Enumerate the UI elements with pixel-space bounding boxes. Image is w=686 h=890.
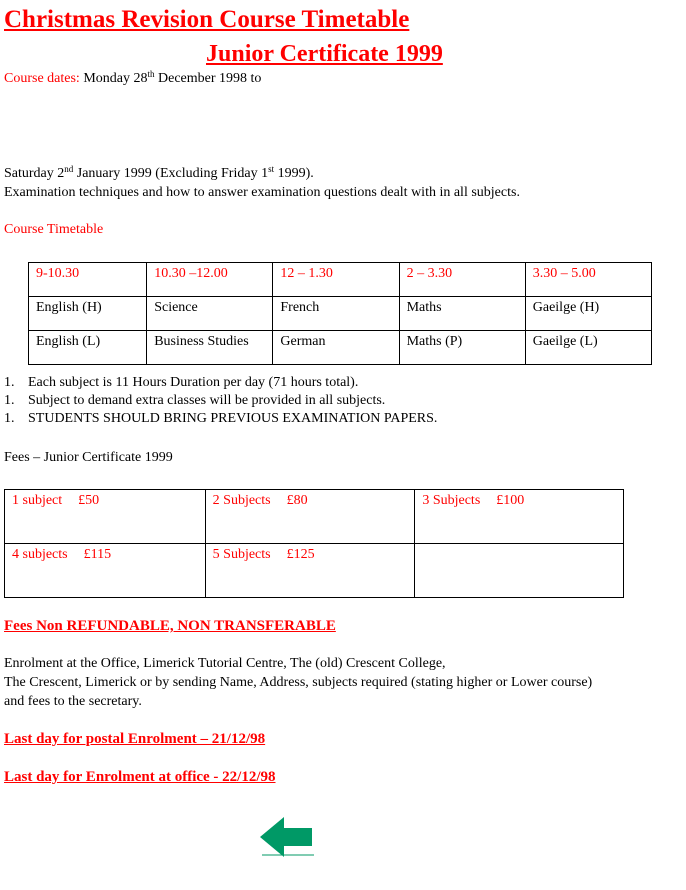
timetable-cell: Business Studies: [147, 331, 273, 365]
back-link[interactable]: [258, 817, 314, 857]
left-arrow-icon: [258, 817, 314, 857]
timetable-cell: Maths: [399, 297, 525, 331]
timetable-header-cell: 3.30 – 5.00: [525, 263, 651, 297]
timetable-header-cell: 10.30 –12.00: [147, 263, 273, 297]
fees-price: £80: [286, 493, 308, 508]
fees-price: £50: [78, 493, 100, 508]
course-dates-end-mid: January 1999 (Excluding Friday 1: [73, 166, 269, 181]
timetable-header-cell: 2 – 3.30: [399, 263, 525, 297]
course-dates-start-suffix: December 1998 to: [154, 71, 262, 86]
note-number: 1.: [4, 375, 15, 390]
enrolment-line: Enrolment at the Office, Limerick Tutorial Centre, The (old) Crescent College,: [4, 656, 446, 671]
table-row: [5, 544, 624, 598]
fees-label: 3 Subjects: [422, 493, 481, 508]
timetable-cell: Gaeilge (H): [525, 297, 651, 331]
note-number: 1.: [4, 393, 15, 408]
table-row: [29, 331, 652, 365]
timetable-cell: English (H): [29, 297, 147, 331]
enrolment-line: The Crescent, Limerick or by sending Name, Address, subjects required (stating higher or Lower course): [4, 675, 593, 690]
course-dates-label: Course dates:: [4, 71, 80, 86]
fees-table: [4, 489, 624, 598]
timetable-cell: French: [273, 297, 399, 331]
note-number: 1.: [4, 411, 15, 426]
course-dates-start-sup: th: [147, 69, 155, 79]
fees-label: 2 Subjects: [212, 493, 271, 508]
timetable-header-cell: 12 – 1.30: [273, 263, 399, 297]
note-text: Subject to demand extra classes will be provided in all subjects.: [28, 393, 386, 408]
fees-price: £115: [83, 547, 112, 562]
fees-cell: [415, 490, 624, 544]
list-item: [4, 374, 437, 392]
course-dates-end-suffix: 1999).: [274, 166, 314, 181]
fees-cell: [5, 544, 206, 598]
list-item: [4, 392, 437, 410]
fees-label: 4 subjects: [12, 547, 68, 562]
course-dates-end-sup: nd: [64, 164, 74, 174]
fees-label: 5 Subjects: [212, 547, 271, 562]
fees-heading: Fees – Junior Certificate 1999: [4, 450, 173, 465]
timetable-header-row: [29, 263, 652, 297]
course-dates-start-prefix: Monday 28: [79, 71, 148, 86]
course-dates-start: [4, 70, 261, 88]
exam-techniques-text: Examination techniques and how to answer examination questions dealt with in all subjects.: [4, 185, 520, 200]
fees-cell: [5, 490, 206, 544]
fees-cell: [205, 490, 415, 544]
fees-price: £100: [496, 493, 525, 508]
table-row: [29, 297, 652, 331]
timetable-table: [28, 262, 652, 365]
office-deadline: Last day for Enrolment at office - 22/12/98: [4, 769, 276, 785]
timetable-cell: Maths (P): [399, 331, 525, 365]
page-subtitle: Junior Certificate 1999: [206, 41, 443, 67]
fees-label: 1 subject: [12, 493, 63, 508]
page-title: Christmas Revision Course Timetable: [4, 6, 410, 33]
postal-deadline: Last day for postal Enrolment – 21/12/98: [4, 731, 266, 747]
timetable-cell: German: [273, 331, 399, 365]
table-row: [5, 490, 624, 544]
notes-list: [4, 374, 437, 428]
course-dates-end: [4, 165, 314, 183]
non-refundable-notice: Fees Non REFUNDABLE, NON TRANSFERABLE: [4, 618, 336, 634]
note-text: STUDENTS SHOULD BRING PREVIOUS EXAMINATION PAPERS.: [28, 411, 438, 426]
note-text: Each subject is 11 Hours Duration per day (71 hours total).: [28, 375, 359, 390]
course-dates-end-prefix: Saturday 2: [4, 166, 65, 181]
fees-price: £125: [286, 547, 315, 562]
timetable-heading: Course Timetable: [4, 222, 104, 237]
course-dates-end-sup2: st: [268, 164, 275, 174]
timetable-cell: Science: [147, 297, 273, 331]
enrolment-line: and fees to the secretary.: [4, 694, 142, 709]
list-item: [4, 410, 437, 428]
fees-cell: [205, 544, 415, 598]
timetable-cell: Gaeilge (L): [525, 331, 651, 365]
fees-cell: [415, 544, 624, 598]
timetable-cell: English (L): [29, 331, 147, 365]
timetable-header-cell: 9-10.30: [29, 263, 147, 297]
